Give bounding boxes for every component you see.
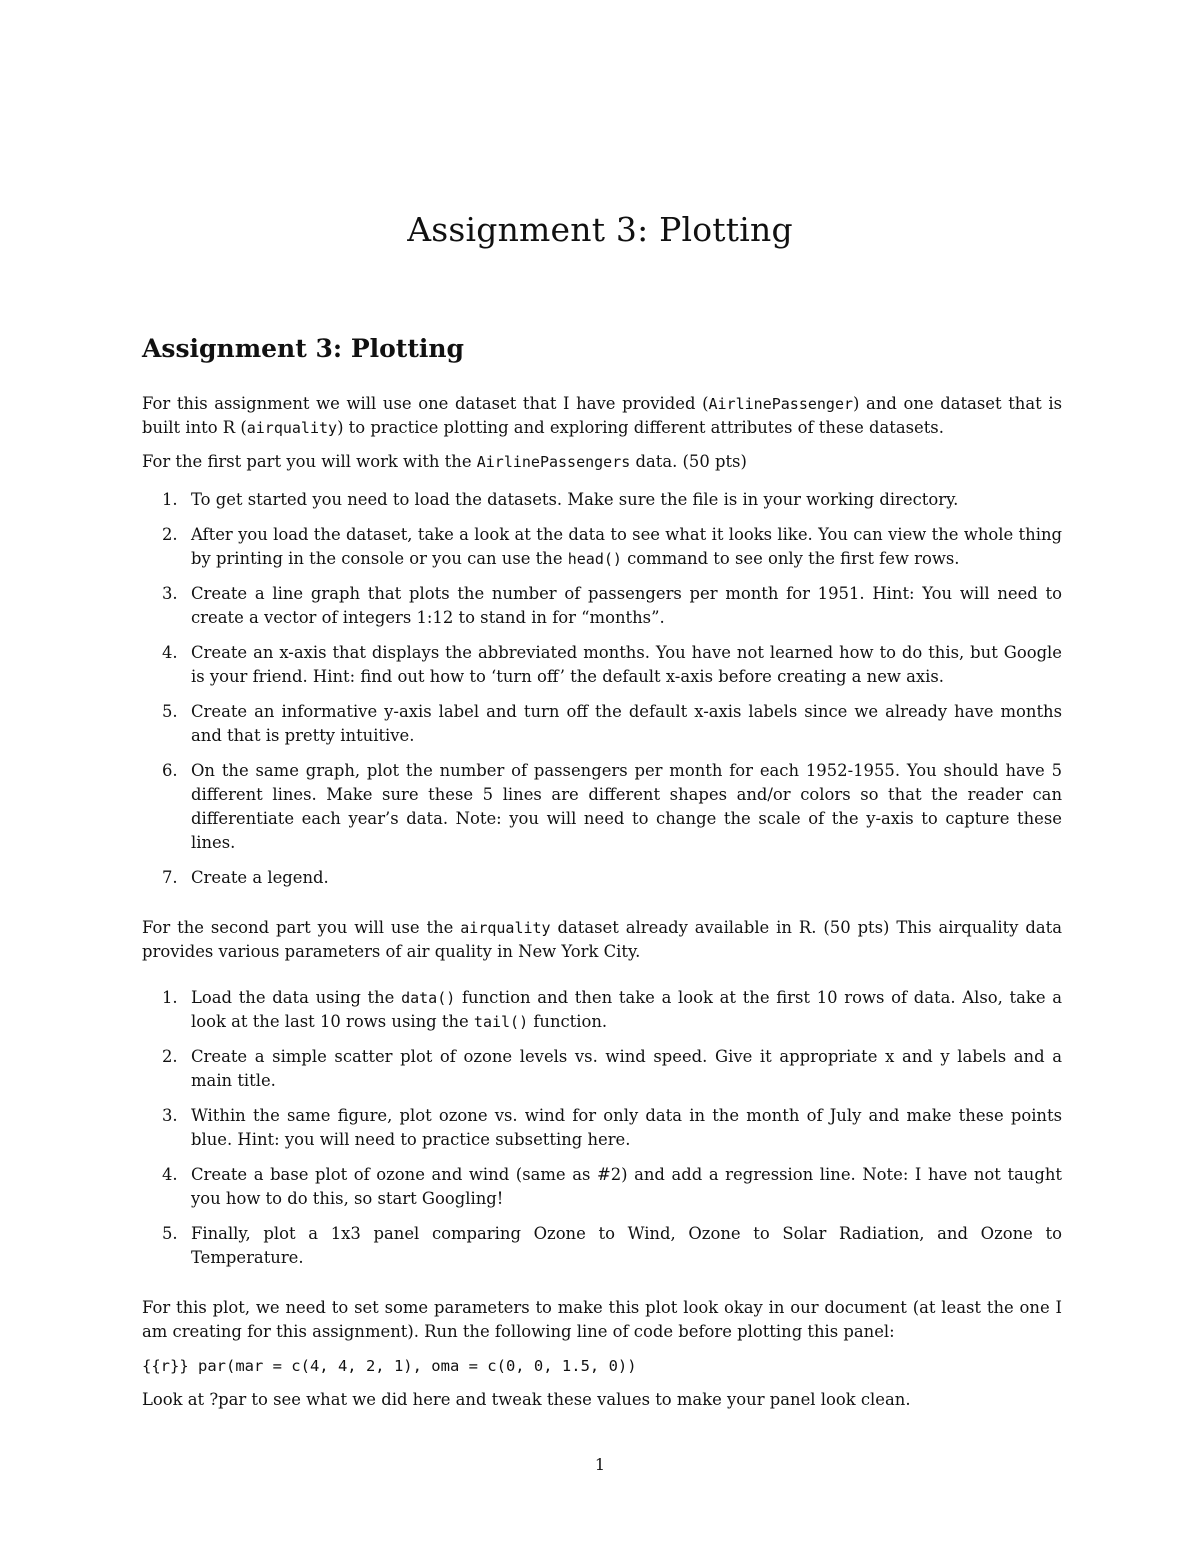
item-text: Load the data using the: [191, 988, 402, 1007]
part2-intro: [142, 916, 1062, 964]
item-number: 1.: [162, 988, 178, 1007]
intro-text-1: For this assignment we will use one dataset that I have provided (: [142, 394, 709, 413]
part1-item: [142, 759, 1062, 855]
item-text: On the same graph, plot the number of passengers per month for each 1952-1955. You should have 5 different lines. Make sure these 5 lines are different shapes and/or colors so that the reader can differentiate each year’s data. Note: you will need to change the scale of the y-axis to capture these lines.: [191, 761, 1062, 852]
part2-intro-code: airquality: [460, 919, 551, 937]
intro-text-3: ) to practice plotting and exploring different attributes of these datasets.: [337, 418, 944, 437]
part2-item: [142, 986, 1062, 1034]
part1-item: [142, 488, 1062, 512]
item-text: To get started you need to load the datasets. Make sure the file is in your working directory.: [191, 490, 959, 509]
part1-intro-text-1: For the first part you will work with the: [142, 452, 477, 471]
item-text: function and then take a look at the first 10 rows of data. Also, take a look at the last 10 rows using the: [191, 988, 1062, 1031]
part1-intro: [142, 450, 1062, 474]
intro-code-airlinepassenger: AirlinePassenger: [708, 395, 854, 413]
item-number: 2.: [162, 1047, 178, 1066]
item-text: Finally, plot a 1x3 panel comparing Ozone to Wind, Ozone to Solar Radiation, and Ozone to Temperature.: [191, 1224, 1062, 1267]
part2-intro-text-2: dataset already available in R. (50 pts) This airquality data provides various parameters of air quality in New York City.: [142, 918, 1062, 961]
item-text: Create a legend.: [191, 868, 329, 887]
item-number: 7.: [162, 868, 178, 887]
item-number: 3.: [162, 1106, 178, 1125]
item-number: 1.: [162, 490, 178, 509]
item-text: After you load the dataset, take a look at the data to see what it looks like. You can view the whole thing by printing in the console or you can use the: [191, 525, 1062, 568]
page-number: 1: [594, 1455, 606, 1474]
part2-intro-text-1: For the second part you will use the: [142, 918, 461, 937]
item-number: 6.: [162, 761, 178, 780]
section-heading: Assignment 3: Plotting: [142, 334, 465, 363]
part2-item: [142, 1163, 1062, 1211]
part2-item: [142, 1045, 1062, 1093]
document-body: [142, 332, 1062, 1422]
item-text: Create a simple scatter plot of ozone levels vs. wind speed. Give it appropriate x and y labels and a main title.: [191, 1047, 1062, 1090]
item-number: 5.: [162, 1224, 178, 1243]
item-text: command to see only the first few rows.: [621, 549, 960, 568]
intro-code-airquality: airquality: [246, 419, 338, 437]
part2-item: [142, 1222, 1062, 1270]
plot-note-paragraph: For this plot, we need to set some parameters to make this plot look okay in our document (at least the one I am creating for this assignment). Run the following line of code before plotting this panel:: [142, 1298, 1062, 1341]
item-code-head: head(): [567, 550, 622, 568]
item-number: 4.: [162, 643, 178, 662]
part1-item: [142, 582, 1062, 630]
part1-intro-text-2: data. (50 pts): [630, 452, 747, 471]
item-text: Create an informative y-axis label and turn off the default x-axis labels since we already have months and that is pretty intuitive.: [191, 702, 1062, 745]
item-number: 3.: [162, 584, 178, 603]
item-text: Create an x-axis that displays the abbreviated months. You have not learned how to do this, but Google is your friend. Hint: find out how to ‘turn off’ the default x-axis before creating a new axis.: [191, 643, 1062, 686]
part1-intro-code: AirlinePassengers: [476, 453, 631, 471]
item-code-data: data(): [401, 989, 456, 1007]
item-text: function.: [528, 1012, 608, 1031]
item-code-tail: tail(): [473, 1013, 529, 1031]
part1-list: [142, 488, 1062, 890]
closing-paragraph: Look at ?par to see what we did here and tweak these values to make your panel look clean.: [142, 1390, 911, 1409]
part2-list: [142, 986, 1062, 1270]
intro-paragraph: [142, 392, 1062, 440]
part1-item: [142, 700, 1062, 748]
item-number: 5.: [162, 702, 178, 721]
part1-item: [142, 866, 1062, 890]
item-number: 4.: [162, 1165, 178, 1184]
item-number: 2.: [162, 525, 178, 544]
part1-item: [142, 523, 1062, 571]
part1-item: [142, 641, 1062, 689]
item-text: Create a line graph that plots the number of passengers per month for 1951. Hint: You will need to create a vector of integers 1:12 to stand in for “months”.: [191, 584, 1062, 627]
item-text: Within the same figure, plot ozone vs. wind for only data in the month of July and make these points blue. Hint: you will need to practice subsetting here.: [191, 1106, 1062, 1149]
item-text: Create a base plot of ozone and wind (same as #2) and add a regression line. Note: I have not taught you how to do this, so start Googling!: [191, 1165, 1062, 1208]
part2-item: [142, 1104, 1062, 1152]
intro-text-2: ) and one dataset that is built into R (: [142, 394, 1063, 437]
code-line: {{r}} par(mar = c(4, 4, 2, 1), oma = c(0, 0, 1.5, 0)): [142, 1357, 637, 1375]
document-title: Assignment 3: Plotting: [407, 210, 793, 249]
